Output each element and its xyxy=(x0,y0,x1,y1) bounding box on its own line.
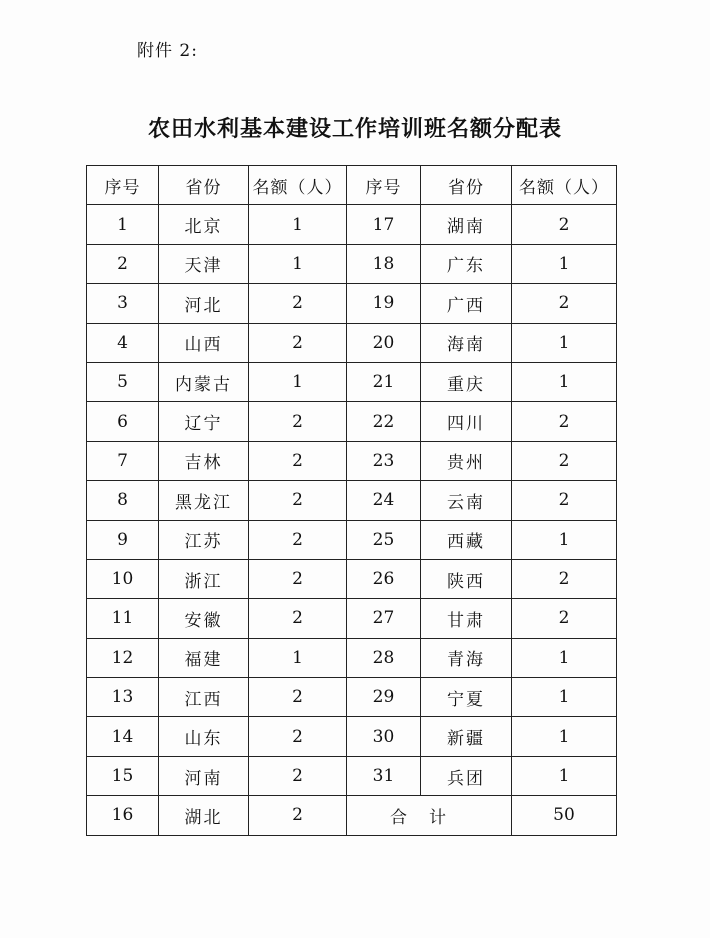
column-header: 序号 xyxy=(347,166,421,205)
province-cell: 西藏 xyxy=(421,520,512,559)
row-number: 19 xyxy=(347,284,421,323)
province-cell: 江西 xyxy=(159,678,249,717)
table-row xyxy=(87,323,617,362)
row-number: 6 xyxy=(87,402,159,441)
column-header: 名额（人） xyxy=(249,166,347,205)
province-cell: 山东 xyxy=(159,717,249,756)
document-title: 农田水利基本建设工作培训班名额分配表 xyxy=(147,117,562,142)
row-number: 16 xyxy=(87,796,159,835)
row-number: 14 xyxy=(87,717,159,756)
province-cell: 湖南 xyxy=(421,205,512,244)
row-number: 5 xyxy=(87,362,159,401)
province-cell: 湖北 xyxy=(159,796,249,835)
row-number: 18 xyxy=(347,244,421,283)
quota-cell: 2 xyxy=(249,323,347,362)
quota-cell: 1 xyxy=(512,678,617,717)
quota-cell: 2 xyxy=(249,441,347,480)
table-row xyxy=(87,205,617,244)
province-cell: 贵州 xyxy=(421,441,512,480)
province-cell: 内蒙古 xyxy=(159,362,249,401)
row-number: 3 xyxy=(87,284,159,323)
province-cell: 兵团 xyxy=(421,756,512,795)
quota-cell: 2 xyxy=(512,559,617,598)
table-row xyxy=(87,756,617,795)
quota-cell: 1 xyxy=(512,717,617,756)
quota-cell: 2 xyxy=(249,599,347,638)
row-number: 23 xyxy=(347,441,421,480)
quota-cell: 1 xyxy=(512,362,617,401)
province-cell: 山西 xyxy=(159,323,249,362)
province-cell: 河北 xyxy=(159,284,249,323)
province-cell: 重庆 xyxy=(421,362,512,401)
quota-cell: 2 xyxy=(249,520,347,559)
column-header: 省份 xyxy=(159,166,249,205)
table-row xyxy=(87,402,617,441)
row-number: 12 xyxy=(87,638,159,677)
table-row xyxy=(87,284,617,323)
quota-cell: 2 xyxy=(512,284,617,323)
province-cell: 海南 xyxy=(421,323,512,362)
province-cell: 甘肃 xyxy=(421,599,512,638)
table-row xyxy=(87,559,617,598)
row-number: 7 xyxy=(87,441,159,480)
province-cell: 陕西 xyxy=(421,559,512,598)
total-row xyxy=(87,796,617,835)
table-row xyxy=(87,481,617,520)
row-number: 30 xyxy=(347,717,421,756)
quota-cell: 1 xyxy=(249,205,347,244)
quota-cell: 2 xyxy=(249,284,347,323)
table-row xyxy=(87,717,617,756)
row-number: 22 xyxy=(347,402,421,441)
row-number: 27 xyxy=(347,599,421,638)
quota-cell: 1 xyxy=(249,638,347,677)
table-row xyxy=(87,520,617,559)
quota-cell: 1 xyxy=(512,244,617,283)
column-header: 省份 xyxy=(421,166,512,205)
row-number: 24 xyxy=(347,481,421,520)
row-number: 15 xyxy=(87,756,159,795)
province-cell: 云南 xyxy=(421,481,512,520)
province-cell: 浙江 xyxy=(159,559,249,598)
row-number: 4 xyxy=(87,323,159,362)
province-cell: 新疆 xyxy=(421,717,512,756)
quota-cell: 1 xyxy=(512,520,617,559)
quota-cell: 1 xyxy=(512,323,617,362)
table-row xyxy=(87,678,617,717)
row-number: 17 xyxy=(347,205,421,244)
quota-cell: 2 xyxy=(512,402,617,441)
province-cell: 河南 xyxy=(159,756,249,795)
province-cell: 辽宁 xyxy=(159,402,249,441)
row-number: 10 xyxy=(87,559,159,598)
row-number: 20 xyxy=(347,323,421,362)
quota-cell: 2 xyxy=(249,402,347,441)
province-cell: 四川 xyxy=(421,402,512,441)
quota-cell: 2 xyxy=(512,205,617,244)
row-number: 29 xyxy=(347,678,421,717)
row-number: 25 xyxy=(347,520,421,559)
table-row xyxy=(87,599,617,638)
province-cell: 广西 xyxy=(421,284,512,323)
table-row xyxy=(87,362,617,401)
table-header-row xyxy=(87,166,617,205)
quota-cell: 2 xyxy=(512,599,617,638)
province-cell: 宁夏 xyxy=(421,678,512,717)
attachment-label: 附件 2: xyxy=(137,41,198,61)
quota-cell: 2 xyxy=(249,559,347,598)
row-number: 2 xyxy=(87,244,159,283)
row-number: 13 xyxy=(87,678,159,717)
province-cell: 江苏 xyxy=(159,520,249,559)
row-number: 9 xyxy=(87,520,159,559)
quota-cell: 2 xyxy=(249,756,347,795)
row-number: 21 xyxy=(347,362,421,401)
quota-cell: 1 xyxy=(512,756,617,795)
column-header: 序号 xyxy=(87,166,159,205)
row-number: 11 xyxy=(87,599,159,638)
quota-table xyxy=(86,165,617,836)
row-number: 31 xyxy=(347,756,421,795)
province-cell: 天津 xyxy=(159,244,249,283)
province-cell: 吉林 xyxy=(159,441,249,480)
row-number: 26 xyxy=(347,559,421,598)
province-cell: 黑龙江 xyxy=(159,481,249,520)
province-cell: 广东 xyxy=(421,244,512,283)
row-number: 1 xyxy=(87,205,159,244)
table-row xyxy=(87,441,617,480)
row-number: 28 xyxy=(347,638,421,677)
table-body xyxy=(87,205,617,796)
quota-cell: 2 xyxy=(512,441,617,480)
quota-cell: 2 xyxy=(249,717,347,756)
column-header: 名额（人） xyxy=(512,166,617,205)
quota-cell: 2 xyxy=(249,678,347,717)
quota-cell: 2 xyxy=(249,796,347,835)
row-number: 8 xyxy=(87,481,159,520)
table-row xyxy=(87,244,617,283)
total-value: 50 xyxy=(512,796,617,835)
province-cell: 青海 xyxy=(421,638,512,677)
quota-cell: 2 xyxy=(512,481,617,520)
province-cell: 安徽 xyxy=(159,599,249,638)
table-row xyxy=(87,638,617,677)
quota-cell: 1 xyxy=(249,244,347,283)
quota-cell: 2 xyxy=(249,481,347,520)
province-cell: 北京 xyxy=(159,205,249,244)
quota-cell: 1 xyxy=(512,638,617,677)
quota-cell: 1 xyxy=(249,362,347,401)
total-label: 合计 xyxy=(347,796,512,835)
province-cell: 福建 xyxy=(159,638,249,677)
